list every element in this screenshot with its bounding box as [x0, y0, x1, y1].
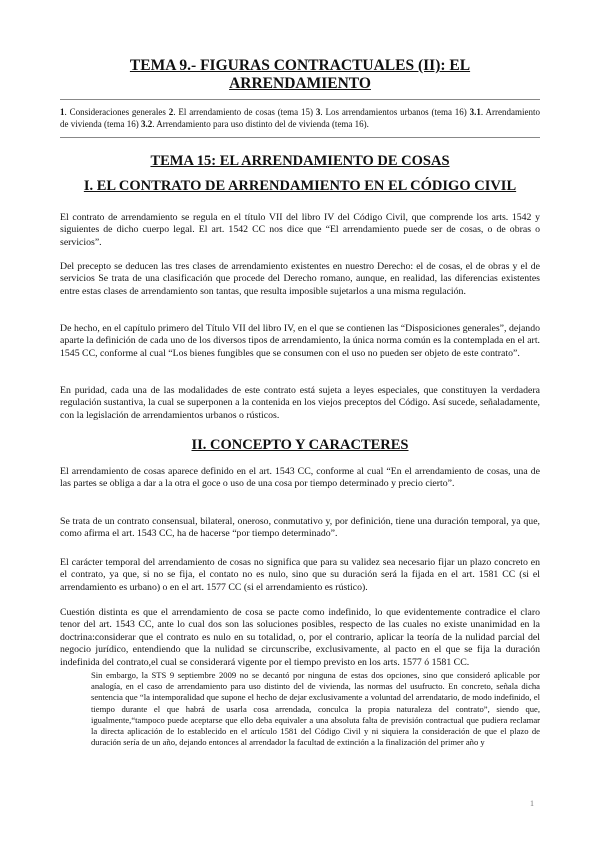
quoted-judgment: Sin embargo, la STS 9 septiembre 2009 no se decantó por ninguna de estas dos opciones, sino que consideró aplicable por analogía, en el caso de arrendamiento para uso distinto del de vivienda, las normas del usufructo. En concreto, señala dicha sentencia que “la intemporalidad que supone el hecho de dejar exclusivamente a voluntad del arrendatario, de modo indefinido, el tiempo durante el que habrá de usarla cosa arrendada, conculca la propia naturaleza del contrato”, siendo que, igualmente,“tampoco puede aceptarse que ello deba equivaler a una absoluta falta de previsión contractual que pudiera reclamar la directa aplicación de lo establecido en el artículo 1581 del Código Civil y ni siquiera la consideración de que el plazo de duración sería de un año, dejando entonces al arrendador la facultad de extinción a la finalización del primer año y — [91, 670, 540, 748]
table-of-contents — [60, 106, 540, 130]
toc-top-divider — [60, 99, 540, 100]
toc-number: 3.1 — [469, 107, 481, 117]
paragraph: El contrato de arrendamiento se regula en el título VII del libro IV del Código Civil, que comprende los arts. 1542 y siguientes de dicho cuerpo legal. El art. 1542 CC nos dice que “El arrendamiento puede ser de cosas, o de obras o servicios”. — [60, 212, 540, 248]
toc-number: 3 — [315, 107, 321, 117]
toc-bottom-divider — [60, 137, 540, 138]
paragraph: El carácter temporal del arrendamiento de cosas no significa que para su validez sea necesario fijar un plazo concreto en el contrato, ya que, si no se fija, el contato no es nulo, sino que su duración será la fijada en el art. 1581 CC (si el arrendamiento es urbano) o en el art. 1577 CC (si el arrendamiento es rústico). — [60, 557, 540, 593]
paragraph: De hecho, en el capítulo primero del Título VII del libro IV, en el que se contienen las “Disposiciones generales”, dejando aparte la definición de cada uno de los diversos tipos de arrendamiento, la única norma común es la contemplada en el art. 1545 CC, conforme al cual “Los bienes fungibles que se consumen con el uso no pueden ser objeto de este contrato”. — [60, 323, 540, 359]
toc-entry: . Consideraciones generales — [64, 107, 169, 117]
toc-entry: . Arrendamiento para uso distinto del de vivienda (tema 16). — [152, 119, 369, 129]
paragraph: El arrendamiento de cosas aparece definido en el art. 1543 CC, conforme al cual “En el arrendamiento de cosas, una de las partes se obliga a dar a la otra el goce o uso de una cosa por tiempo determinado y precio cierto”. — [60, 466, 540, 490]
paragraph: Cuestión distinta es que el arrendamiento de cosa se pacte como indefinido, lo que evidentemente contradice el claro tenor del art. 1543 CC, ante lo cual dos son las soluciones posibles, respecto de las cuales no existe unanimidad en la doctrina:considerar que el contrato es nulo en su totalidad, o, por el contrario, aplicar la teoría de la nulidad parcial del negocio jurídico, entendiendo que la nulidad se circunscribe, exclusivamente, al pacto en el que se fija la duración indefinida del contrato,el cual se considerará vigente por el tiempo previsto en los arts. 1577 ó 1581 CC. — [60, 607, 540, 668]
paragraph: En puridad, cada una de las modalidades de este contrato está sujeta a leyes especiales, que constituyen la verdadera regulación sustantiva, la cual se superponen a la contenida en los viejos preceptos del Código. Así sucede, señaladamente, con la legislación de arrendamientos urbanos o rústicos. — [60, 385, 540, 421]
paragraph: Del precepto se deducen las tres clases de arrendamiento existentes en nuestro Derecho: el de cosas, el de obras y el de servicios Se trata de una clasificación que procede del Derecho romano, aunque, en realidad, las diferencias existentes entre estas clases de arrendamiento son tantas, que resulta imposible sujetarlos a una misma regulación. — [60, 261, 540, 297]
paragraph: Se trata de un contrato consensual, bilateral, oneroso, conmutativo y, por definición, tiene una duración temporal, ya que, como afirma el art. 1543 CC, ha de hacerse “por tiempo determinado”. — [60, 516, 540, 540]
document-title: TEMA 9.- FIGURAS CONTRACTUALES (II): EL ARRENDAMIENTO — [129, 57, 471, 92]
heading-concepto: II. CONCEPTO Y CARACTERES — [191, 437, 409, 453]
heading-contrato: I. EL CONTRATO DE ARRENDAMIENTO EN EL CÓDIGO CIVIL — [83, 178, 517, 194]
toc-entry: . Los arrendamientos urbanos (tema 16) — [320, 107, 470, 117]
toc-entry: . Arrendamiento de vivienda (tema 16) — [60, 107, 540, 129]
section-title: TEMA 15: EL ARRENDAMIENTO DE COSAS — [150, 153, 450, 169]
toc-entry: . El arrendamiento de cosas (tema 15) — [173, 107, 316, 117]
page-number: 1 — [530, 799, 534, 808]
toc-number: 3.2 — [140, 119, 153, 129]
toc-number: 2 — [168, 107, 174, 117]
toc-number: 1 — [60, 107, 65, 117]
